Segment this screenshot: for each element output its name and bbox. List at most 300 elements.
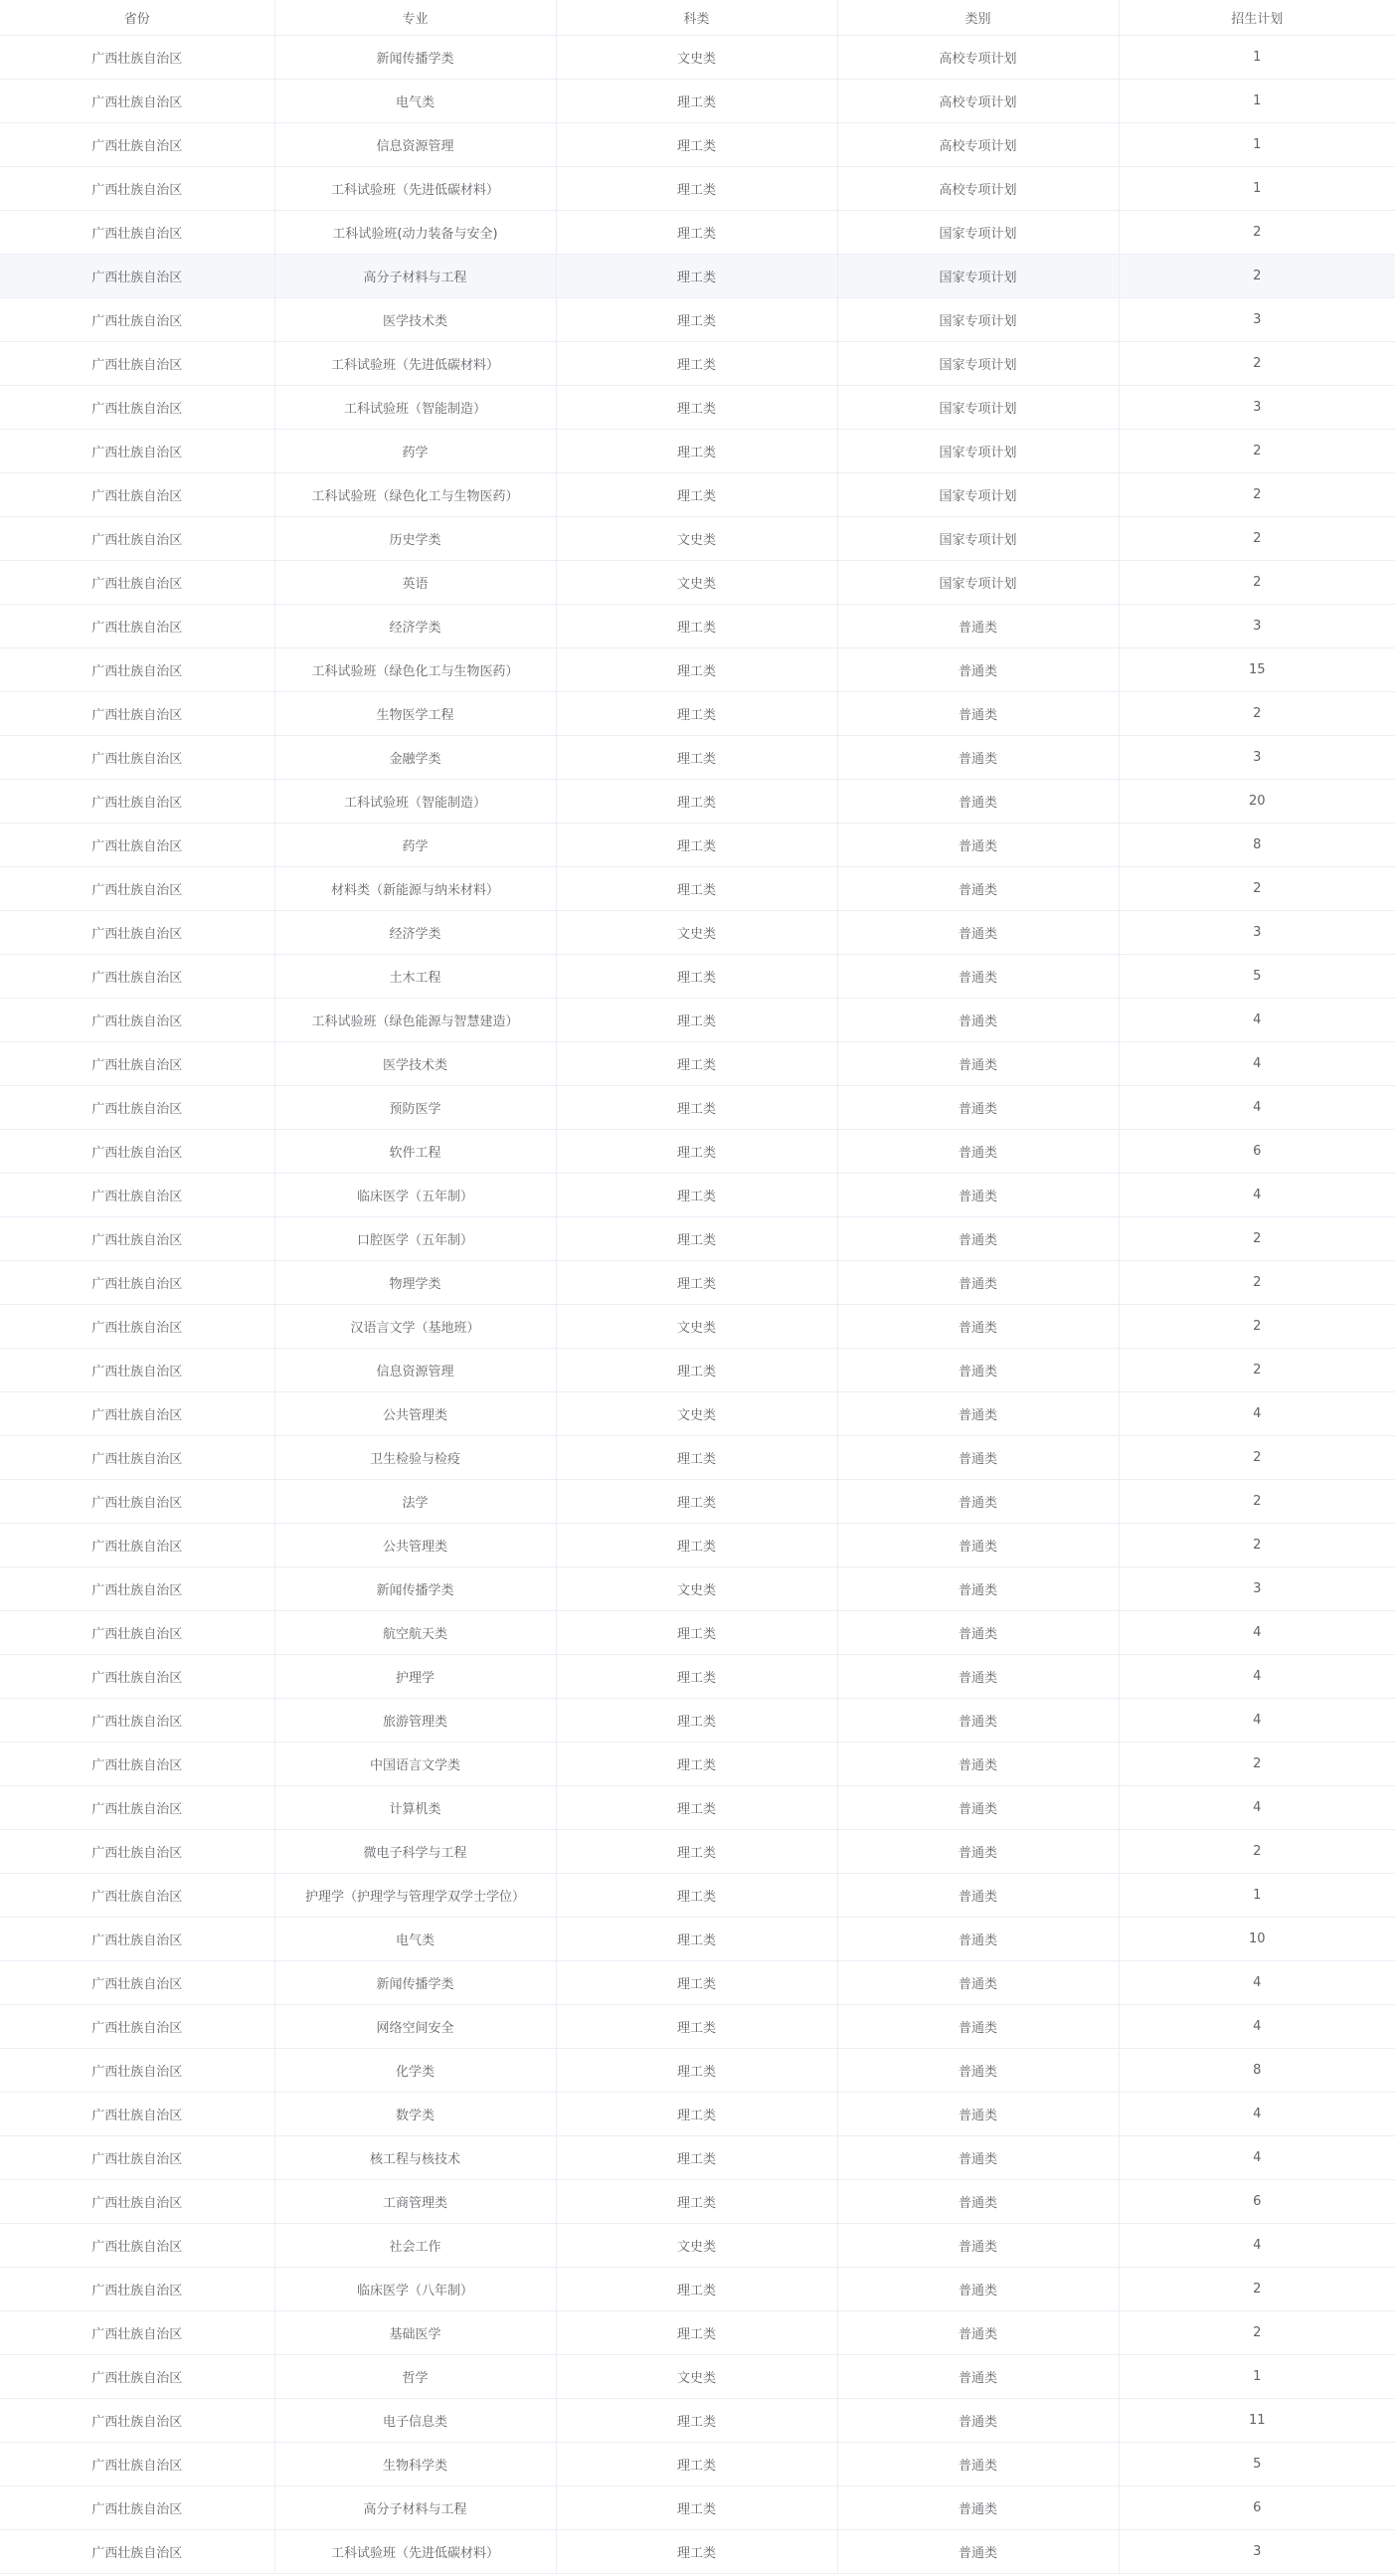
cell-enrollment-count: 2 [1119, 2267, 1395, 2310]
table-row[interactable] [0, 604, 1395, 647]
cell-province: 广西壮族自治区 [0, 1216, 274, 1260]
cell-enrollment-count: 1 [1119, 166, 1395, 210]
cell-subject-category: 理工类 [556, 472, 837, 516]
cell-plan-type: 高校专项计划 [837, 122, 1119, 166]
table-row[interactable] [0, 1829, 1395, 1873]
cell-subject-category: 理工类 [556, 2004, 837, 2048]
cell-province: 广西壮族自治区 [0, 735, 274, 779]
cell-plan-type: 普通类 [837, 647, 1119, 691]
cell-major: 计算机类 [274, 1785, 556, 1829]
cell-subject-category: 理工类 [556, 1348, 837, 1391]
cell-province: 广西壮族自治区 [0, 2135, 274, 2179]
cell-province: 广西壮族自治区 [0, 2004, 274, 2048]
cell-plan-type: 普通类 [837, 2179, 1119, 2223]
cell-province: 广西壮族自治区 [0, 954, 274, 998]
cell-province: 广西壮族自治区 [0, 1041, 274, 1085]
cell-major: 材料类（新能源与纳米材料） [274, 866, 556, 910]
cell-major: 护理学 [274, 1654, 556, 1698]
table-row[interactable] [0, 1348, 1395, 1391]
table-row[interactable] [0, 1391, 1395, 1435]
table-row[interactable] [0, 1566, 1395, 1610]
table-row[interactable] [0, 779, 1395, 823]
cell-major: 公共管理类 [274, 1391, 556, 1435]
cell-province: 广西壮族自治区 [0, 1960, 274, 2004]
cell-plan-type: 普通类 [837, 1523, 1119, 1566]
cell-province: 广西壮族自治区 [0, 2354, 274, 2398]
cell-province: 广西壮族自治区 [0, 1566, 274, 1610]
cell-major: 中国语言文学类 [274, 1742, 556, 1785]
cell-major: 信息资源管理 [274, 1348, 556, 1391]
cell-subject-category: 理工类 [556, 2179, 837, 2223]
cell-province: 广西壮族自治区 [0, 1785, 274, 1829]
cell-enrollment-count: 1 [1119, 79, 1395, 122]
cell-enrollment-count: 1 [1119, 2354, 1395, 2398]
cell-province: 广西壮族自治区 [0, 2485, 274, 2529]
cell-plan-type: 国家专项计划 [837, 472, 1119, 516]
cell-subject-category: 文史类 [556, 1566, 837, 1610]
table-row[interactable] [0, 1216, 1395, 1260]
cell-plan-type: 普通类 [837, 866, 1119, 910]
table-body [0, 35, 1395, 2573]
cell-enrollment-count: 4 [1119, 1960, 1395, 2004]
cell-enrollment-count: 4 [1119, 2223, 1395, 2267]
cell-subject-category: 理工类 [556, 2048, 837, 2092]
cell-plan-type: 普通类 [837, 2310, 1119, 2354]
cell-major: 生物科学类 [274, 2442, 556, 2485]
cell-subject-category: 理工类 [556, 1260, 837, 1304]
cell-province: 广西壮族自治区 [0, 691, 274, 735]
cell-plan-type: 普通类 [837, 1917, 1119, 1960]
cell-subject-category: 理工类 [556, 2442, 837, 2485]
table-row[interactable] [0, 910, 1395, 954]
cell-enrollment-count: 2 [1119, 254, 1395, 297]
cell-enrollment-count: 2 [1119, 1479, 1395, 1523]
cell-plan-type: 普通类 [837, 2529, 1119, 2573]
cell-province: 广西壮族自治区 [0, 2267, 274, 2310]
cell-plan-type: 普通类 [837, 1391, 1119, 1435]
cell-enrollment-count: 4 [1119, 1785, 1395, 1829]
cell-plan-type: 普通类 [837, 1304, 1119, 1348]
cell-plan-type: 普通类 [837, 2442, 1119, 2485]
table-row[interactable] [0, 2135, 1395, 2179]
cell-plan-type: 普通类 [837, 1610, 1119, 1654]
cell-province: 广西壮族自治区 [0, 1654, 274, 1698]
cell-enrollment-count: 2 [1119, 1348, 1395, 1391]
cell-subject-category: 理工类 [556, 166, 837, 210]
table-header [0, 0, 1395, 35]
cell-province: 广西壮族自治区 [0, 866, 274, 910]
cell-subject-category: 理工类 [556, 1960, 837, 2004]
table-row[interactable] [0, 516, 1395, 560]
cell-major: 药学 [274, 823, 556, 866]
cell-plan-type: 普通类 [837, 2135, 1119, 2179]
table-row[interactable] [0, 1479, 1395, 1523]
table-row[interactable] [0, 2398, 1395, 2442]
table-row[interactable] [0, 735, 1395, 779]
cell-enrollment-count: 4 [1119, 1085, 1395, 1129]
table-row[interactable] [0, 647, 1395, 691]
cell-subject-category: 理工类 [556, 1173, 837, 1216]
cell-enrollment-count: 2 [1119, 472, 1395, 516]
cell-subject-category: 文史类 [556, 910, 837, 954]
cell-plan-type: 普通类 [837, 604, 1119, 647]
cell-province: 广西壮族自治区 [0, 2179, 274, 2223]
cell-subject-category: 理工类 [556, 647, 837, 691]
cell-enrollment-count: 8 [1119, 823, 1395, 866]
header-province[interactable]: 省份 [0, 0, 274, 35]
cell-major: 高分子材料与工程 [274, 2485, 556, 2529]
cell-enrollment-count: 2 [1119, 560, 1395, 604]
cell-plan-type: 普通类 [837, 2354, 1119, 2398]
cell-enrollment-count: 4 [1119, 2135, 1395, 2179]
cell-plan-type: 普通类 [837, 2004, 1119, 2048]
header-plan-type[interactable]: 类别 [837, 0, 1119, 35]
cell-enrollment-count: 1 [1119, 35, 1395, 79]
table-row[interactable] [0, 866, 1395, 910]
cell-subject-category: 理工类 [556, 1041, 837, 1085]
cell-major: 临床医学（五年制） [274, 1173, 556, 1216]
cell-enrollment-count: 4 [1119, 1173, 1395, 1216]
cell-major: 工科试验班（绿色化工与生物医药） [274, 472, 556, 516]
cell-major: 电气类 [274, 1917, 556, 1960]
table-row[interactable] [0, 166, 1395, 210]
cell-subject-category: 理工类 [556, 2485, 837, 2529]
cell-subject-category: 理工类 [556, 1873, 837, 1917]
cell-subject-category: 理工类 [556, 954, 837, 998]
table-row[interactable] [0, 2179, 1395, 2223]
table-row[interactable] [0, 1610, 1395, 1654]
header-subject-category[interactable]: 科类 [556, 0, 837, 35]
table-row[interactable] [0, 2442, 1395, 2485]
cell-province: 广西壮族自治区 [0, 1479, 274, 1523]
header-major[interactable]: 专业 [274, 0, 556, 35]
cell-subject-category: 理工类 [556, 779, 837, 823]
cell-province: 广西壮族自治区 [0, 560, 274, 604]
cell-subject-category: 理工类 [556, 1917, 837, 1960]
cell-plan-type: 普通类 [837, 1216, 1119, 1260]
cell-subject-category: 理工类 [556, 1085, 837, 1129]
cell-province: 广西壮族自治区 [0, 1173, 274, 1216]
cell-major: 医学技术类 [274, 1041, 556, 1085]
table-row[interactable] [0, 429, 1395, 472]
cell-major: 核工程与核技术 [274, 2135, 556, 2179]
cell-enrollment-count: 2 [1119, 1742, 1395, 1785]
table-row[interactable] [0, 341, 1395, 385]
cell-enrollment-count: 8 [1119, 2048, 1395, 2092]
cell-plan-type: 国家专项计划 [837, 385, 1119, 429]
cell-major: 工科试验班（先进低碳材料） [274, 2529, 556, 2573]
cell-plan-type: 国家专项计划 [837, 516, 1119, 560]
cell-subject-category: 文史类 [556, 35, 837, 79]
cell-subject-category: 理工类 [556, 998, 837, 1041]
cell-enrollment-count: 4 [1119, 1391, 1395, 1435]
cell-enrollment-count: 1 [1119, 1873, 1395, 1917]
table-row[interactable] [0, 1873, 1395, 1917]
cell-subject-category: 理工类 [556, 2092, 837, 2135]
cell-major: 工科试验班（智能制造） [274, 779, 556, 823]
cell-major: 预防医学 [274, 1085, 556, 1129]
cell-major: 卫生检验与检疫 [274, 1435, 556, 1479]
table-row[interactable] [0, 254, 1395, 297]
table-row[interactable] [0, 1041, 1395, 1085]
cell-major: 临床医学（八年制） [274, 2267, 556, 2310]
cell-major: 英语 [274, 560, 556, 604]
table-row[interactable] [0, 691, 1395, 735]
cell-enrollment-count: 4 [1119, 1654, 1395, 1698]
cell-major: 物理学类 [274, 1260, 556, 1304]
cell-subject-category: 文史类 [556, 516, 837, 560]
cell-province: 广西壮族自治区 [0, 1698, 274, 1742]
cell-enrollment-count: 3 [1119, 385, 1395, 429]
cell-plan-type: 普通类 [837, 2485, 1119, 2529]
table-row[interactable] [0, 2310, 1395, 2354]
cell-plan-type: 普通类 [837, 954, 1119, 998]
cell-province: 广西壮族自治区 [0, 1304, 274, 1348]
table-row[interactable] [0, 2048, 1395, 2092]
cell-province: 广西壮族自治区 [0, 254, 274, 297]
cell-subject-category: 理工类 [556, 1129, 837, 1173]
cell-plan-type: 普通类 [837, 1960, 1119, 2004]
cell-province: 广西壮族自治区 [0, 1260, 274, 1304]
cell-province: 广西壮族自治区 [0, 647, 274, 691]
cell-plan-type: 普通类 [837, 1829, 1119, 1873]
cell-province: 广西壮族自治区 [0, 1129, 274, 1173]
cell-province: 广西壮族自治区 [0, 341, 274, 385]
cell-major: 工商管理类 [274, 2179, 556, 2223]
cell-enrollment-count: 2 [1119, 429, 1395, 472]
table-row[interactable] [0, 954, 1395, 998]
cell-subject-category: 理工类 [556, 254, 837, 297]
cell-enrollment-count: 2 [1119, 1523, 1395, 1566]
table-row[interactable] [0, 1435, 1395, 1479]
cell-major: 软件工程 [274, 1129, 556, 1173]
table-row[interactable] [0, 210, 1395, 254]
cell-major: 电气类 [274, 79, 556, 122]
cell-major: 数学类 [274, 2092, 556, 2135]
cell-enrollment-count: 20 [1119, 779, 1395, 823]
cell-subject-category: 理工类 [556, 604, 837, 647]
cell-enrollment-count: 3 [1119, 735, 1395, 779]
cell-plan-type: 普通类 [837, 1260, 1119, 1304]
cell-plan-type: 国家专项计划 [837, 560, 1119, 604]
cell-plan-type: 普通类 [837, 2267, 1119, 2310]
cell-subject-category: 文史类 [556, 560, 837, 604]
cell-subject-category: 理工类 [556, 1829, 837, 1873]
cell-enrollment-count: 2 [1119, 210, 1395, 254]
cell-enrollment-count: 3 [1119, 1566, 1395, 1610]
cell-enrollment-count: 4 [1119, 1610, 1395, 1654]
table-row[interactable] [0, 2267, 1395, 2310]
cell-province: 广西壮族自治区 [0, 79, 274, 122]
cell-province: 广西壮族自治区 [0, 823, 274, 866]
table-row[interactable] [0, 2223, 1395, 2267]
table-row[interactable] [0, 1785, 1395, 1829]
cell-major: 经济学类 [274, 910, 556, 954]
table-row[interactable] [0, 2354, 1395, 2398]
table-row[interactable] [0, 1085, 1395, 1129]
table-row[interactable] [0, 560, 1395, 604]
cell-plan-type: 国家专项计划 [837, 297, 1119, 341]
table-row[interactable] [0, 385, 1395, 429]
cell-enrollment-count: 11 [1119, 2398, 1395, 2442]
cell-province: 广西壮族自治区 [0, 429, 274, 472]
cell-plan-type: 普通类 [837, 1085, 1119, 1129]
table-row[interactable] [0, 1523, 1395, 1566]
cell-major: 经济学类 [274, 604, 556, 647]
cell-major: 口腔医学（五年制） [274, 1216, 556, 1260]
cell-subject-category: 文史类 [556, 2223, 837, 2267]
table-row[interactable] [0, 297, 1395, 341]
cell-subject-category: 文史类 [556, 1391, 837, 1435]
cell-major: 历史学类 [274, 516, 556, 560]
table-row[interactable] [0, 998, 1395, 1041]
cell-subject-category: 理工类 [556, 1742, 837, 1785]
cell-enrollment-count: 1 [1119, 122, 1395, 166]
cell-plan-type: 高校专项计划 [837, 166, 1119, 210]
cell-major: 社会工作 [274, 2223, 556, 2267]
cell-major: 土木工程 [274, 954, 556, 998]
table-row[interactable] [0, 122, 1395, 166]
cell-province: 广西壮族自治区 [0, 122, 274, 166]
table-row[interactable] [0, 823, 1395, 866]
cell-subject-category: 理工类 [556, 2135, 837, 2179]
table-row[interactable] [0, 2529, 1395, 2573]
cell-enrollment-count: 3 [1119, 297, 1395, 341]
cell-major: 航空航天类 [274, 1610, 556, 1654]
cell-province: 广西壮族自治区 [0, 516, 274, 560]
header-enrollment-count[interactable]: 招生计划 [1119, 0, 1395, 35]
cell-province: 广西壮族自治区 [0, 2048, 274, 2092]
cell-province: 广西壮族自治区 [0, 2092, 274, 2135]
cell-enrollment-count: 5 [1119, 2442, 1395, 2485]
cell-major: 工科试验班（先进低碳材料） [274, 166, 556, 210]
cell-plan-type: 国家专项计划 [837, 210, 1119, 254]
cell-major: 化学类 [274, 2048, 556, 2092]
cell-major: 汉语言文学（基地班） [274, 1304, 556, 1348]
cell-enrollment-count: 6 [1119, 2485, 1395, 2529]
cell-enrollment-count: 2 [1119, 691, 1395, 735]
cell-major: 信息资源管理 [274, 122, 556, 166]
table-row[interactable] [0, 1654, 1395, 1698]
table-row[interactable] [0, 1129, 1395, 1173]
cell-province: 广西壮族自治区 [0, 998, 274, 1041]
cell-province: 广西壮族自治区 [0, 1523, 274, 1566]
cell-enrollment-count: 2 [1119, 1435, 1395, 1479]
cell-major: 护理学（护理学与管理学双学士学位） [274, 1873, 556, 1917]
cell-subject-category: 文史类 [556, 2354, 837, 2398]
cell-plan-type: 国家专项计划 [837, 429, 1119, 472]
cell-subject-category: 理工类 [556, 1216, 837, 1260]
cell-province: 广西壮族自治区 [0, 779, 274, 823]
cell-enrollment-count: 3 [1119, 604, 1395, 647]
table-row[interactable] [0, 1173, 1395, 1216]
cell-plan-type: 普通类 [837, 1173, 1119, 1216]
cell-subject-category: 理工类 [556, 691, 837, 735]
cell-province: 广西壮族自治区 [0, 166, 274, 210]
cell-province: 广西壮族自治区 [0, 297, 274, 341]
cell-subject-category: 理工类 [556, 1785, 837, 1829]
cell-province: 广西壮族自治区 [0, 1435, 274, 1479]
cell-province: 广西壮族自治区 [0, 604, 274, 647]
cell-enrollment-count: 10 [1119, 1917, 1395, 1960]
cell-plan-type: 普通类 [837, 691, 1119, 735]
cell-province: 广西壮族自治区 [0, 385, 274, 429]
cell-enrollment-count: 2 [1119, 2310, 1395, 2354]
cell-subject-category: 理工类 [556, 1698, 837, 1742]
cell-subject-category: 理工类 [556, 1610, 837, 1654]
cell-province: 广西壮族自治区 [0, 910, 274, 954]
cell-subject-category: 理工类 [556, 1654, 837, 1698]
cell-enrollment-count: 2 [1119, 866, 1395, 910]
cell-major: 生物医学工程 [274, 691, 556, 735]
cell-enrollment-count: 2 [1119, 1260, 1395, 1304]
cell-subject-category: 理工类 [556, 122, 837, 166]
cell-plan-type: 普通类 [837, 1698, 1119, 1742]
cell-plan-type: 普通类 [837, 1479, 1119, 1523]
table-row[interactable] [0, 2004, 1395, 2048]
table-row[interactable] [0, 2092, 1395, 2135]
table-row[interactable] [0, 1917, 1395, 1960]
table-row[interactable] [0, 1960, 1395, 2004]
cell-subject-category: 理工类 [556, 2267, 837, 2310]
cell-enrollment-count: 4 [1119, 2092, 1395, 2135]
cell-subject-category: 理工类 [556, 385, 837, 429]
table-row[interactable] [0, 472, 1395, 516]
cell-province: 广西壮族自治区 [0, 1917, 274, 1960]
table-row[interactable] [0, 35, 1395, 79]
cell-major: 基础医学 [274, 2310, 556, 2354]
cell-province: 广西壮族自治区 [0, 35, 274, 79]
cell-enrollment-count: 6 [1119, 1129, 1395, 1173]
cell-subject-category: 理工类 [556, 341, 837, 385]
cell-major: 工科试验班（智能制造） [274, 385, 556, 429]
cell-subject-category: 理工类 [556, 210, 837, 254]
cell-plan-type: 普通类 [837, 1742, 1119, 1785]
cell-subject-category: 理工类 [556, 2398, 837, 2442]
cell-plan-type: 高校专项计划 [837, 79, 1119, 122]
cell-major: 公共管理类 [274, 1523, 556, 1566]
cell-major: 药学 [274, 429, 556, 472]
cell-enrollment-count: 6 [1119, 2179, 1395, 2223]
cell-plan-type: 普通类 [837, 2048, 1119, 2092]
table-row[interactable] [0, 2485, 1395, 2529]
cell-province: 广西壮族自治区 [0, 472, 274, 516]
table-row[interactable] [0, 1698, 1395, 1742]
cell-major: 新闻传播学类 [274, 1566, 556, 1610]
cell-plan-type: 普通类 [837, 1129, 1119, 1173]
cell-province: 广西壮族自治区 [0, 2223, 274, 2267]
cell-subject-category: 理工类 [556, 1479, 837, 1523]
table-row[interactable] [0, 79, 1395, 122]
cell-subject-category: 理工类 [556, 1523, 837, 1566]
cell-plan-type: 普通类 [837, 910, 1119, 954]
cell-plan-type: 普通类 [837, 1435, 1119, 1479]
cell-province: 广西壮族自治区 [0, 1610, 274, 1654]
cell-plan-type: 普通类 [837, 823, 1119, 866]
cell-enrollment-count: 5 [1119, 954, 1395, 998]
table-row[interactable] [0, 1260, 1395, 1304]
cell-plan-type: 普通类 [837, 1566, 1119, 1610]
cell-subject-category: 理工类 [556, 79, 837, 122]
cell-province: 广西壮族自治区 [0, 210, 274, 254]
cell-province: 广西壮族自治区 [0, 1085, 274, 1129]
table-row[interactable] [0, 1304, 1395, 1348]
cell-plan-type: 普通类 [837, 2398, 1119, 2442]
cell-enrollment-count: 2 [1119, 1304, 1395, 1348]
table-row[interactable] [0, 1742, 1395, 1785]
cell-major: 新闻传播学类 [274, 35, 556, 79]
cell-province: 广西壮族自治区 [0, 2398, 274, 2442]
